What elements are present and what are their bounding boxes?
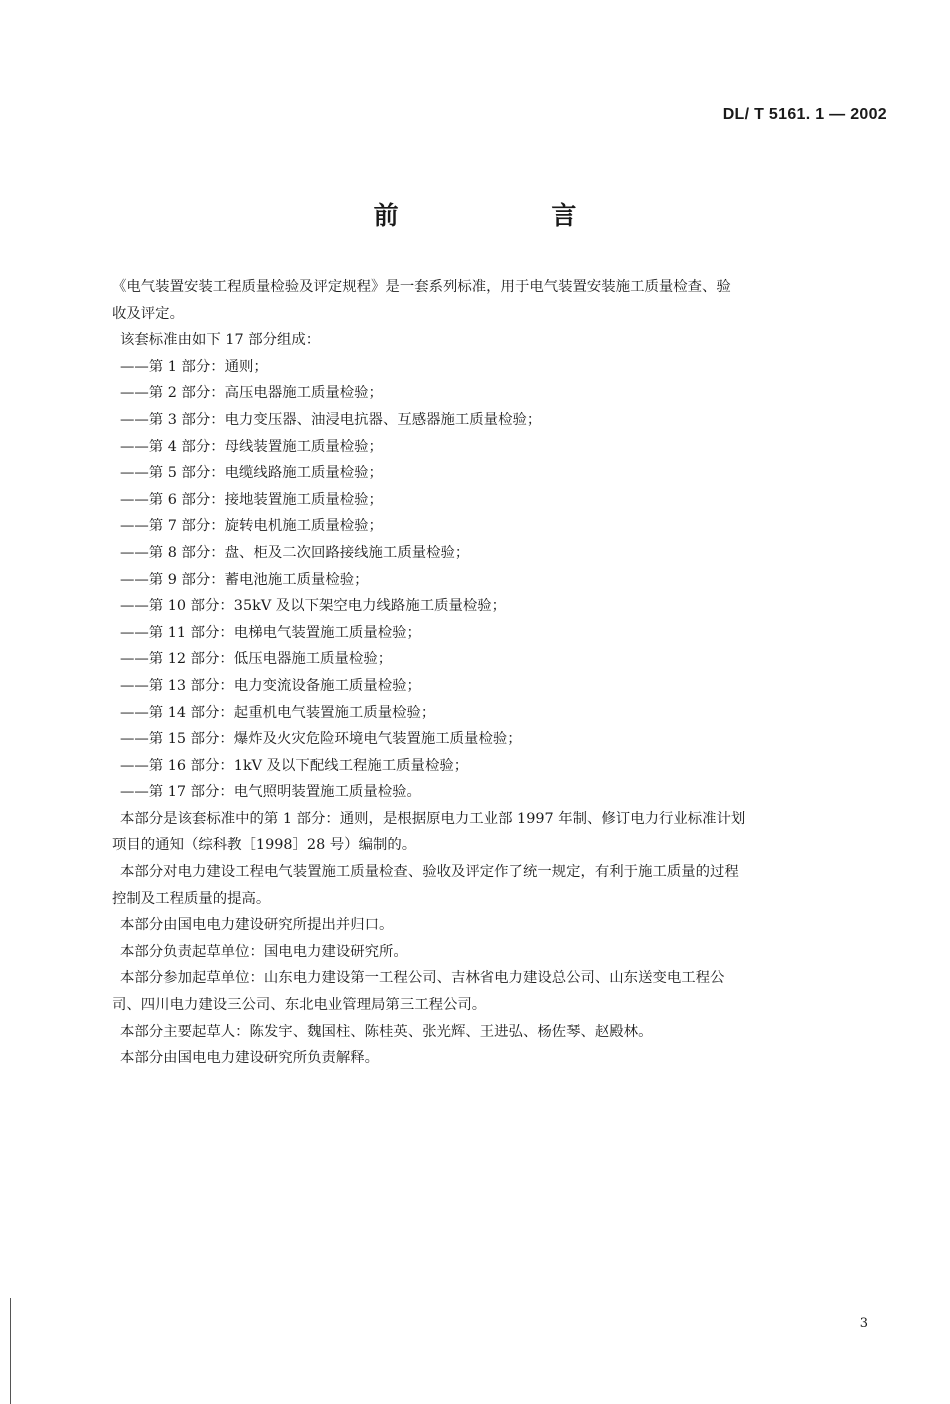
part-item-14: ——第 14 部分：起重机电气装置施工质量检验；: [120, 704, 436, 721]
paragraph-5-line-1: 本部分参加起草单位：山东电力建设第一工程公司、吉林省电力建设总公司、山东送变电工程公: [120, 970, 725, 987]
page-number: 3: [859, 1316, 868, 1331]
composition-line: 该套标准由如下 17 部分组成：: [120, 332, 321, 349]
part-item-11: ——第 11 部分：电梯电气装置施工质量检验；: [120, 624, 421, 641]
part-item-3: ——第 3 部分：电力变压器、油浸电抗器、互感器施工质量检验；: [120, 411, 542, 428]
paragraph-1-line-1: 本部分是该套标准中的第 1 部分：通则，是根据原电力工业部 1997 年制、修订电力行业标准计划: [120, 810, 746, 827]
intro-line-1: 《电气装置安装工程质量检验及评定规程》是一套系列标准，用于电气装置安装施工质量检查、验: [112, 279, 731, 295]
part-item-12: ——第 12 部分：低压电器施工质量检验；: [120, 651, 393, 668]
standard-code: DL/ T 5161. 1 — 2002: [722, 106, 887, 123]
part-item-16: ——第 16 部分：1kV 及以下配线工程施工质量检验；: [120, 757, 469, 774]
paragraph-1-line-2: 项目的通知（综科教［1998］28 号）编制的。: [112, 837, 417, 854]
paragraph-6: 本部分主要起草人：陈发宇、魏国柱、陈桂英、张光辉、王进弘、杨佐琴、赵殿林。: [120, 1023, 653, 1040]
part-item-2: ——第 2 部分：高压电器施工质量检验；: [120, 385, 383, 402]
paragraph-2-line-1: 本部分对电力建设工程电气装置施工质量检查、验收及评定作了统一规定，有利于施工质量的过程: [120, 864, 739, 881]
part-item-6: ——第 6 部分：接地装置施工质量检验；: [120, 491, 383, 508]
paragraph-7: 本部分由国电电力建设研究所负责解释。: [120, 1050, 380, 1067]
part-item-4: ——第 4 部分：母线装置施工质量检验；: [120, 438, 383, 455]
paragraph-4: 本部分负责起草单位：国电电力建设研究所。: [120, 943, 408, 960]
paragraph-5-line-2: 司、四川电力建设三公司、东北电业管理局第三工程公司。: [112, 997, 487, 1014]
paragraph-3: 本部分由国电电力建设研究所提出并归口。: [120, 917, 394, 934]
paragraph-2-line-2: 控制及工程质量的提高。: [112, 890, 271, 907]
part-item-15: ——第 15 部分：爆炸及火灾危险环境电气装置施工质量检验；: [120, 731, 522, 748]
part-item-17: ——第 17 部分：电气照明装置施工质量检验。: [120, 784, 421, 801]
part-item-9: ——第 9 部分：蓄电池施工质量检验；: [120, 571, 369, 588]
scan-margin-line: [10, 1298, 11, 1404]
part-item-8: ——第 8 部分：盘、柜及二次回路接线施工质量检验；: [120, 544, 470, 561]
document-body: [112, 274, 888, 1072]
part-item-5: ——第 5 部分：电缆线路施工质量检验；: [120, 465, 383, 482]
intro-line-2: 收及评定。: [112, 305, 184, 322]
part-item-7: ——第 7 部分：旋转电机施工质量检验；: [120, 518, 383, 535]
part-item-1: ——第 1 部分：通则；: [120, 358, 268, 375]
part-item-13: ——第 13 部分：电力变流设备施工质量检验；: [120, 677, 421, 694]
part-item-10: ——第 10 部分：35kV 及以下架空电力线路施工质量检验；: [120, 598, 507, 615]
page-title: 前 言: [373, 201, 649, 230]
